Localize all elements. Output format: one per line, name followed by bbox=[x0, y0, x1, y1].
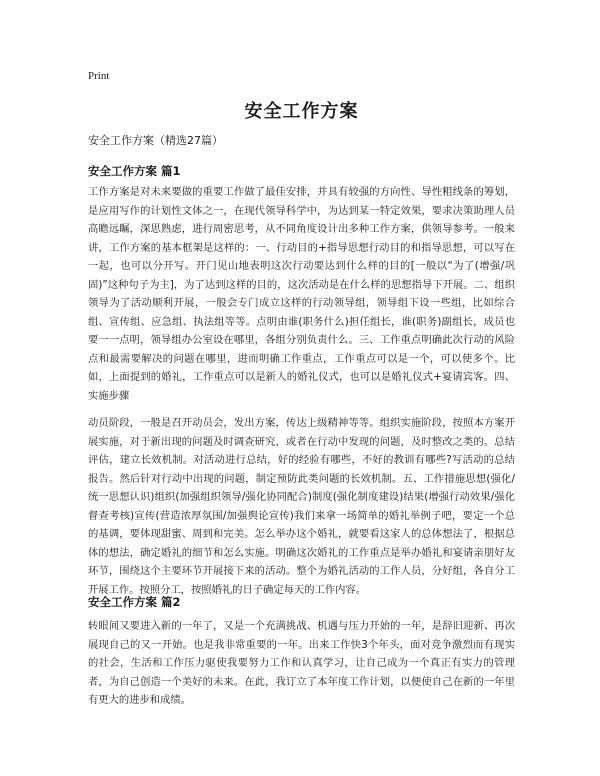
document-title: 安全工作方案 bbox=[244, 101, 359, 122]
section-1-paragraph-2: 动员阶段，一般是召开动员会，发出方案，传达上级精神等等。组织实施阶段，按照本方案开展实施，对于新出现的问题及时调查研究，或者在行动中发现的问题，及时整改之类的。总结评估，建立长效机制。对活动进行总结，好的经验有哪些，不好的教训有哪些?写活动的总结报告。然后针对行动中出现的问题，制定预防此类问题的长效机制。五、工作措施思想(强化/统一思想认识)组织(加强组织领导/强化协同配合)制度(强化制度建设)结果(增强行动效果/强化督查考核)宣传(营造浓厚氛围/加强舆论宣传)我们来拿一场简单的婚礼举例子吧，要定一个总的基调，要体现甜蜜、周到和完美。怎么举办这个婚礼，就要看这家人的总体想法了，根据总体的想法，确定婚礼的细节和怎么实施。明确这次婚礼的工作重点是举办婚礼和宴请亲朋好友环节，围绕这个主要环节开展接下来的活动。整个为婚礼活动的工作人员，分好组，各自分工开展工作。按照分工，按照婚礼的日子确定每天的工作内容。 bbox=[88, 417, 515, 596]
section-1-paragraph-1: 工作方案是对未来要做的重要工作做了最佳安排，并具有较强的方向性、导性粗线条的筹划，是应用写作的计划性文体之一，在现代领导科学中，为达到某一特定效果，要求决策助理人员高瞻远瞩，深思熟虑，进行周密思考，从不同角度设计出多种工作方案，供领导参考。一般来讲，工作方案的基本框架是这样的：一、行动目的+指导思想行动目的和指导思想，可以写在一起，也可以分开写。开门见山地表明这次行动要达到什么样的目的[一般以“为了(增强/巩固)”这种句子为主]，为了达到这样的目的，这次活动是在什么样的思想指导下开展。二、组织领导为了活动顺利开展，一般会专门成立这样的行动领导组，领导组下设一些组，比如综合组、宣传组、应急组、执法组等等。点明由谁(职务什么)担任组长，谁(职务)副组长，成员也要一一点明，领导组办公室设在哪里，各组分别负责什么。三、工作重点明确此次行动的风险点和最需要解决的问题在哪里，进而明确工作重点，工作重点可以是一个，可以使多个。比如，上面提到的婚礼，工作重点可以是新人的婚礼仪式，也可以是婚礼仪式+宴请宾客。四、实施步骤 bbox=[88, 186, 515, 402]
section-2-paragraph-1: 转眼间又要进入新的一年了，又是一个充满挑战、机遇与压力开始的一年，是辞旧迎新、再次展现自己的又一开始。也是我非常重要的一年。出来工作快3个年头，面对竞争激烈而有现实的社会，生活和工作压力驱使我要努力工作和认真学习，让自己成为一个真正有实力的管理者，为自己创造一个美好的未来。在此，我订立了本年度工作计划，以便使自己在新的一年里有更大的进步和成绩。 bbox=[88, 620, 515, 706]
print-link[interactable]: Print bbox=[88, 70, 110, 82]
section-heading-1: 安全工作方案 篇1 bbox=[88, 164, 181, 178]
document-subtitle: 安全工作方案（精选27篇） bbox=[88, 134, 223, 147]
section-heading-2: 安全工作方案 篇2 bbox=[88, 595, 181, 609]
